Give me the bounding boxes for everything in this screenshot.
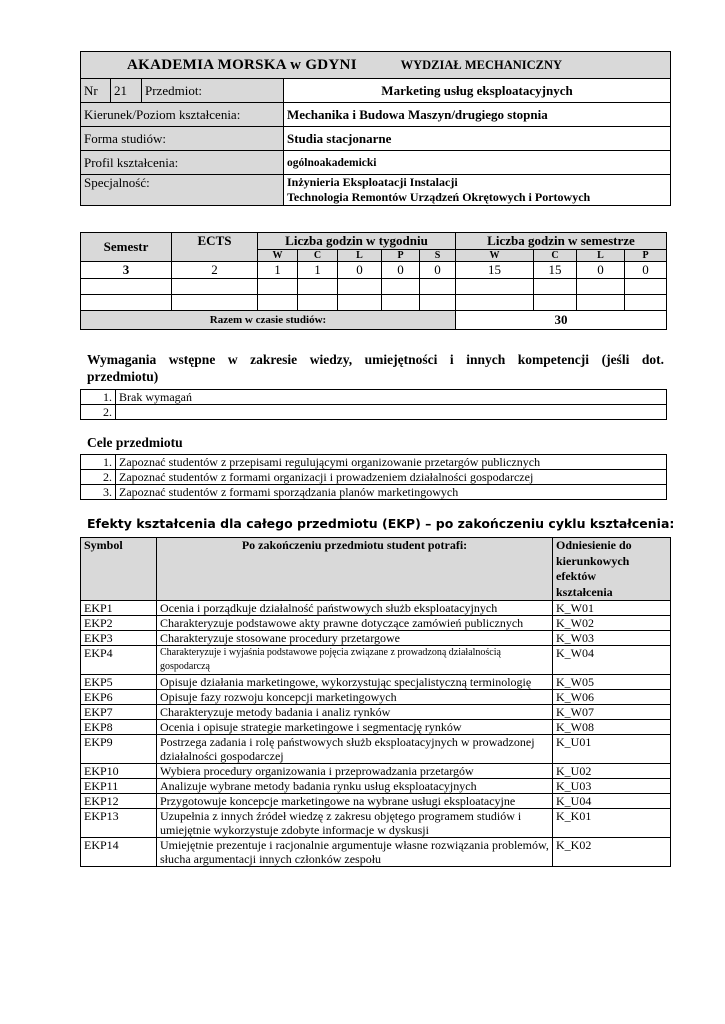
table-row — [81, 675, 671, 690]
nr-label: Nr — [81, 79, 111, 103]
table-row — [81, 690, 671, 705]
col-ref-header-line-2: kierunkowych — [556, 553, 630, 568]
list-item-text — [116, 405, 667, 420]
ekp-symbol: EKP1 — [81, 601, 157, 616]
semester-c-value: 15 — [534, 262, 577, 279]
semester-p-value: 0 — [625, 262, 667, 279]
weekly-p-value: 0 — [382, 262, 420, 279]
semestr-value: 3 — [81, 262, 172, 279]
outcomes-title: Efekty kształcenia dla całego przedmiotu (EKP) – po zakończeniu cyklu kształcenia: — [87, 516, 675, 531]
ekp-reference: K_W03 — [553, 631, 671, 646]
list-item-text: Zapoznać studentów z przepisami regulującymi organizowanie przetargów publicznych — [116, 455, 667, 470]
col-symbol-header: Symbol — [81, 538, 157, 601]
semester-hours-header: Liczba godzin w semestrze — [456, 233, 667, 250]
specialty-line-1: Inżynieria Eksploatacji Instalacji — [287, 175, 458, 189]
weekly-c-value: 1 — [298, 262, 338, 279]
ekp-description: Postrzega zadania i rolę państwowych służb eksploatacyjnych w prowadzonej działalności gospodarczej — [157, 735, 553, 764]
ekp-reference: K_W02 — [553, 616, 671, 631]
goals-list — [80, 454, 667, 500]
department-name: WYDZIAŁ MECHANICZNY — [400, 57, 563, 72]
course-header-table — [80, 51, 671, 206]
table-row — [81, 601, 671, 616]
weekly-hours-header: Liczba godzin w tygodniu — [258, 233, 456, 250]
ekp-description: Wybiera procedury organizowania i przeprowadzania przetargów — [157, 764, 553, 779]
total-label: Razem w czasie studiów: — [81, 311, 456, 330]
col-ref-header-line-1: Odniesienie do — [556, 538, 632, 552]
table-row — [81, 616, 671, 631]
table-row — [81, 631, 671, 646]
semester-col-p: P — [625, 250, 667, 262]
outcomes-header-row — [81, 538, 671, 601]
specialty-label: Specjalność: — [81, 175, 284, 206]
ekp-description: Analizuje wybrane metody badania rynku usług eksploatacyjnych — [157, 779, 553, 794]
semester-col-l: L — [577, 250, 625, 262]
col-ref-header-line-3: efektów — [556, 569, 596, 583]
ekp-reference: K_W07 — [553, 705, 671, 720]
list-item — [81, 390, 667, 405]
ekp-symbol: EKP4 — [81, 646, 157, 675]
ekp-reference: K_U01 — [553, 735, 671, 764]
ekp-symbol: EKP2 — [81, 616, 157, 631]
table-row — [81, 705, 671, 720]
semester-l-value: 0 — [577, 262, 625, 279]
semestr-header: Semestr — [81, 233, 172, 262]
ekp-reference: K_U03 — [553, 779, 671, 794]
weekly-col-p: P — [382, 250, 420, 262]
list-item-number: 2. — [81, 405, 116, 420]
ekp-reference: K_W01 — [553, 601, 671, 616]
study-form-value: Studia stacjonarne — [284, 127, 671, 151]
ekp-reference: K_U04 — [553, 794, 671, 809]
outcomes-table — [80, 537, 671, 867]
weekly-col-w: W — [258, 250, 298, 262]
ekp-reference: K_K02 — [553, 838, 671, 867]
list-item-number: 2. — [81, 470, 116, 485]
ekp-symbol: EKP6 — [81, 690, 157, 705]
col-ref-header — [553, 538, 671, 601]
ekp-reference: K_W08 — [553, 720, 671, 735]
list-item — [81, 405, 667, 420]
ects-header: ECTS — [172, 233, 258, 262]
ekp-description: Ocenia i porządkuje działalność państwowych służb eksploatacyjnych — [157, 601, 553, 616]
weekly-col-c: C — [298, 250, 338, 262]
weekly-s-value: 0 — [420, 262, 456, 279]
ekp-symbol: EKP14 — [81, 838, 157, 867]
prerequisites-title-line-2: przedmiotu) — [87, 369, 159, 384]
ekp-symbol: EKP10 — [81, 764, 157, 779]
table-row — [81, 646, 671, 675]
ekp-description: Umiejętnie prezentuje i racjonalnie argumentuje własne rozwiązania problemów, słucha argumentacji innych członków zespołu — [157, 838, 553, 867]
table-row — [81, 764, 671, 779]
ekp-description: Opisuje działania marketingowe, wykorzystując specjalistyczną terminologię — [157, 675, 553, 690]
list-item — [81, 470, 667, 485]
ekp-symbol: EKP3 — [81, 631, 157, 646]
empty-row — [81, 295, 667, 311]
subject-value: Marketing usług eksploatacyjnych — [284, 79, 671, 103]
weekly-col-l: L — [338, 250, 382, 262]
ekp-reference: K_W06 — [553, 690, 671, 705]
table-row — [81, 735, 671, 764]
table-row — [81, 838, 671, 867]
profile-value: ogólnoakademicki — [284, 151, 671, 175]
semester-col-w: W — [456, 250, 534, 262]
ekp-symbol: EKP12 — [81, 794, 157, 809]
ekp-description: Charakteryzuje stosowane procedury przetargowe — [157, 631, 553, 646]
list-item — [81, 485, 667, 500]
ekp-reference: K_W05 — [553, 675, 671, 690]
field-value: Mechanika i Budowa Maszyn/drugiego stopnia — [284, 103, 671, 127]
profile-label: Profil kształcenia: — [81, 151, 284, 175]
ekp-symbol: EKP13 — [81, 809, 157, 838]
prerequisites-list — [80, 389, 667, 420]
prerequisites-title-line-1: Wymagania wstępne w zakresie wiedzy, umiejętności i innych kompetencji (jeśli dot. — [87, 352, 664, 367]
list-item-number: 1. — [81, 390, 116, 405]
ekp-description: Charakteryzuje metody badania i analiz rynków — [157, 705, 553, 720]
table-row — [81, 809, 671, 838]
specialty-value — [284, 175, 671, 206]
semester-hours-table — [80, 232, 667, 330]
ekp-description: Charakteryzuje podstawowe akty prawne dotyczące zamówień publicznych — [157, 616, 553, 631]
university-name: AKADEMIA MORSKA w GDYNI — [127, 56, 357, 73]
ekp-symbol: EKP8 — [81, 720, 157, 735]
ekp-description: Charakteryzuje i wyjaśnia podstawowe pojęcia związane z prowadzoną działalnością gospodarczą — [157, 646, 553, 675]
semester-w-value: 15 — [456, 262, 534, 279]
nr-value: 21 — [111, 79, 142, 103]
table-row — [81, 720, 671, 735]
ekp-description: Przygotowuje koncepcje marketingowe na wybrane usługi eksploatacyjne — [157, 794, 553, 809]
table-row — [81, 779, 671, 794]
list-item-text: Brak wymagań — [116, 390, 667, 405]
semester-col-c: C — [534, 250, 577, 262]
prerequisites-title — [87, 351, 664, 385]
ekp-symbol: EKP7 — [81, 705, 157, 720]
total-value: 30 — [456, 311, 667, 330]
weekly-l-value: 0 — [338, 262, 382, 279]
field-label: Kierunek/Poziom kształcenia: — [81, 103, 284, 127]
weekly-w-value: 1 — [258, 262, 298, 279]
ekp-symbol: EKP5 — [81, 675, 157, 690]
ekp-symbol: EKP9 — [81, 735, 157, 764]
list-item-number: 1. — [81, 455, 116, 470]
ekp-symbol: EKP11 — [81, 779, 157, 794]
subject-label: Przedmiot: — [142, 79, 284, 103]
list-item-text: Zapoznać studentów z formami organizacji i prowadzeniem działalności gospodarczej — [116, 470, 667, 485]
header-title-row — [81, 52, 671, 79]
table-row — [81, 794, 671, 809]
ekp-reference: K_W04 — [553, 646, 671, 675]
ekp-reference: K_K01 — [553, 809, 671, 838]
list-item — [81, 455, 667, 470]
specialty-line-2: Technologia Remontów Urządzeń Okrętowych i Portowych — [287, 190, 591, 204]
ekp-description: Ocenia i opisuje strategie marketingowe i segmentację rynków — [157, 720, 553, 735]
col-desc-header: Po zakończeniu przedmiotu student potrafi: — [157, 538, 553, 601]
ects-value: 2 — [172, 262, 258, 279]
ekp-reference: K_U02 — [553, 764, 671, 779]
goals-title: Cele przedmiotu — [87, 435, 183, 450]
weekly-col-s: S — [420, 250, 456, 262]
list-item-text: Zapoznać studentów z formami sporządzania planów marketingowych — [116, 485, 667, 500]
ekp-description: Uzupełnia z innych źródeł wiedzę z zakresu objętego programem studiów i umiejętnie wykorzystuje zdobyte informacje w dyskusji — [157, 809, 553, 838]
col-ref-header-line-4: kształcenia — [556, 584, 613, 599]
empty-row — [81, 279, 667, 295]
study-form-label: Forma studiów: — [81, 127, 284, 151]
list-item-number: 3. — [81, 485, 116, 500]
ekp-description: Opisuje fazy rozwoju koncepcji marketingowych — [157, 690, 553, 705]
